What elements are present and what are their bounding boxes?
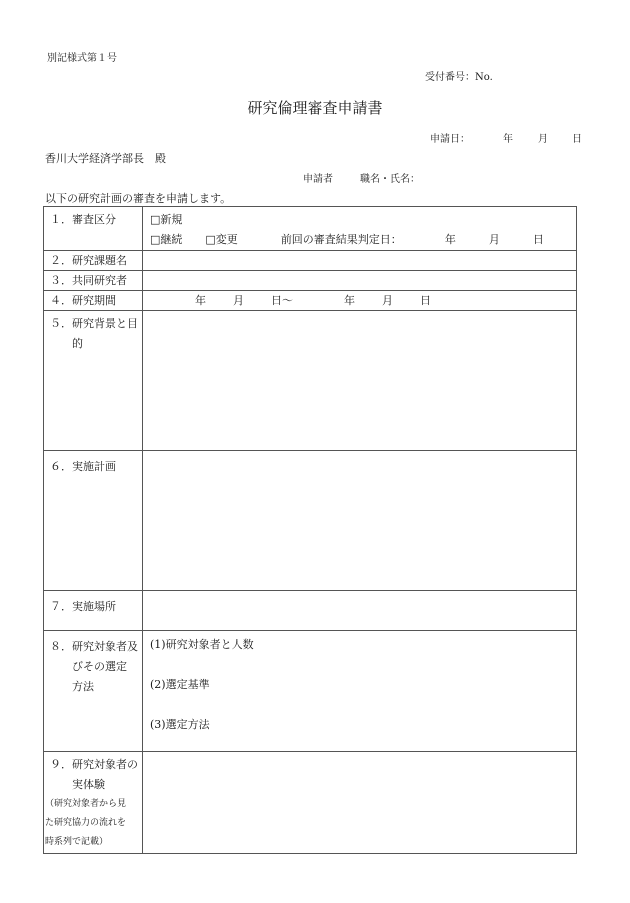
- application-date-month: 月: [538, 134, 548, 145]
- subjects-label-line3: 方法: [72, 680, 94, 693]
- application-date-label: 申請日：: [430, 134, 470, 145]
- period-start-year: 年: [195, 294, 206, 307]
- prev-result-year: 年: [444, 233, 456, 246]
- period-start-month: 月: [233, 294, 244, 307]
- row-subjects: [44, 631, 577, 752]
- page-title: 研究倫理審査申請書: [247, 99, 383, 117]
- experience-note-line1: （研究対象者から見: [45, 799, 127, 809]
- option-change-checkbox[interactable]: □変更: [205, 233, 238, 246]
- row-project-title: [44, 251, 577, 271]
- application-date-day: 日: [572, 134, 582, 145]
- prev-result-day: 日: [532, 233, 544, 246]
- row-review-type: [44, 207, 577, 251]
- subjects-label-line2: びその選定: [72, 660, 127, 673]
- subjects-item-method: (3)選定方法: [150, 718, 210, 731]
- experience-note-line3: 時系列で記載）: [45, 837, 109, 847]
- background-label-line1: ５．研究背景と目: [50, 317, 138, 330]
- row-period: [44, 291, 577, 311]
- experience-field[interactable]: [143, 752, 577, 854]
- background-label-line2: 的: [72, 337, 83, 350]
- co-researchers-label: ３．共同研究者: [50, 274, 127, 287]
- experience-label-line1: ９．研究対象者の: [50, 758, 138, 771]
- row-plan: [44, 451, 577, 591]
- row-location: [44, 591, 577, 631]
- addressee: 香川大学経済学部長 殿: [45, 152, 166, 165]
- row-co-researchers: [44, 271, 577, 291]
- subjects-item-criteria: (2)選定基準: [150, 678, 210, 691]
- subjects-label-line1: ８．研究対象者及: [50, 640, 138, 653]
- applicant-position-name-label: 職名・氏名：: [360, 174, 420, 185]
- row-experience: [44, 752, 577, 854]
- application-date-year: 年: [503, 134, 513, 145]
- review-type-label: １．審査区分: [50, 213, 116, 226]
- prev-result-label: 前回の審査結果判定日：: [280, 233, 402, 246]
- intro-text: 以下の研究計画の審査を申請します。: [45, 192, 232, 205]
- application-form-table: [43, 206, 577, 854]
- project-title-label: ２．研究課題名: [50, 254, 127, 267]
- location-field[interactable]: [143, 591, 577, 631]
- plan-field[interactable]: [143, 451, 577, 591]
- prev-result-month: 月: [488, 233, 500, 246]
- applicant-label: 申請者: [303, 174, 333, 185]
- experience-label-line2: 実体験: [72, 778, 105, 791]
- period-start-day: 日～: [271, 294, 293, 307]
- plan-label: ６．実施計画: [50, 460, 116, 473]
- period-end-year: 年: [344, 294, 355, 307]
- option-continue-checkbox[interactable]: □継続: [150, 233, 183, 246]
- receipt-number-label: 受付番号：No.: [425, 72, 493, 83]
- period-end-day: 日: [420, 294, 431, 307]
- subjects-item-count: (1)研究対象者と人数: [150, 638, 254, 651]
- option-new-checkbox[interactable]: □新規: [150, 213, 183, 226]
- project-title-field[interactable]: [143, 251, 577, 271]
- experience-note-line2: た研究協力の流れを: [45, 818, 127, 828]
- location-label: ７．実施場所: [50, 600, 116, 613]
- row-background: [44, 311, 577, 451]
- period-end-month: 月: [382, 294, 393, 307]
- form-number: 別記様式第１号: [47, 53, 117, 64]
- period-label: ４．研究期間: [50, 294, 116, 307]
- background-field[interactable]: [143, 311, 577, 451]
- co-researchers-field[interactable]: [143, 271, 577, 291]
